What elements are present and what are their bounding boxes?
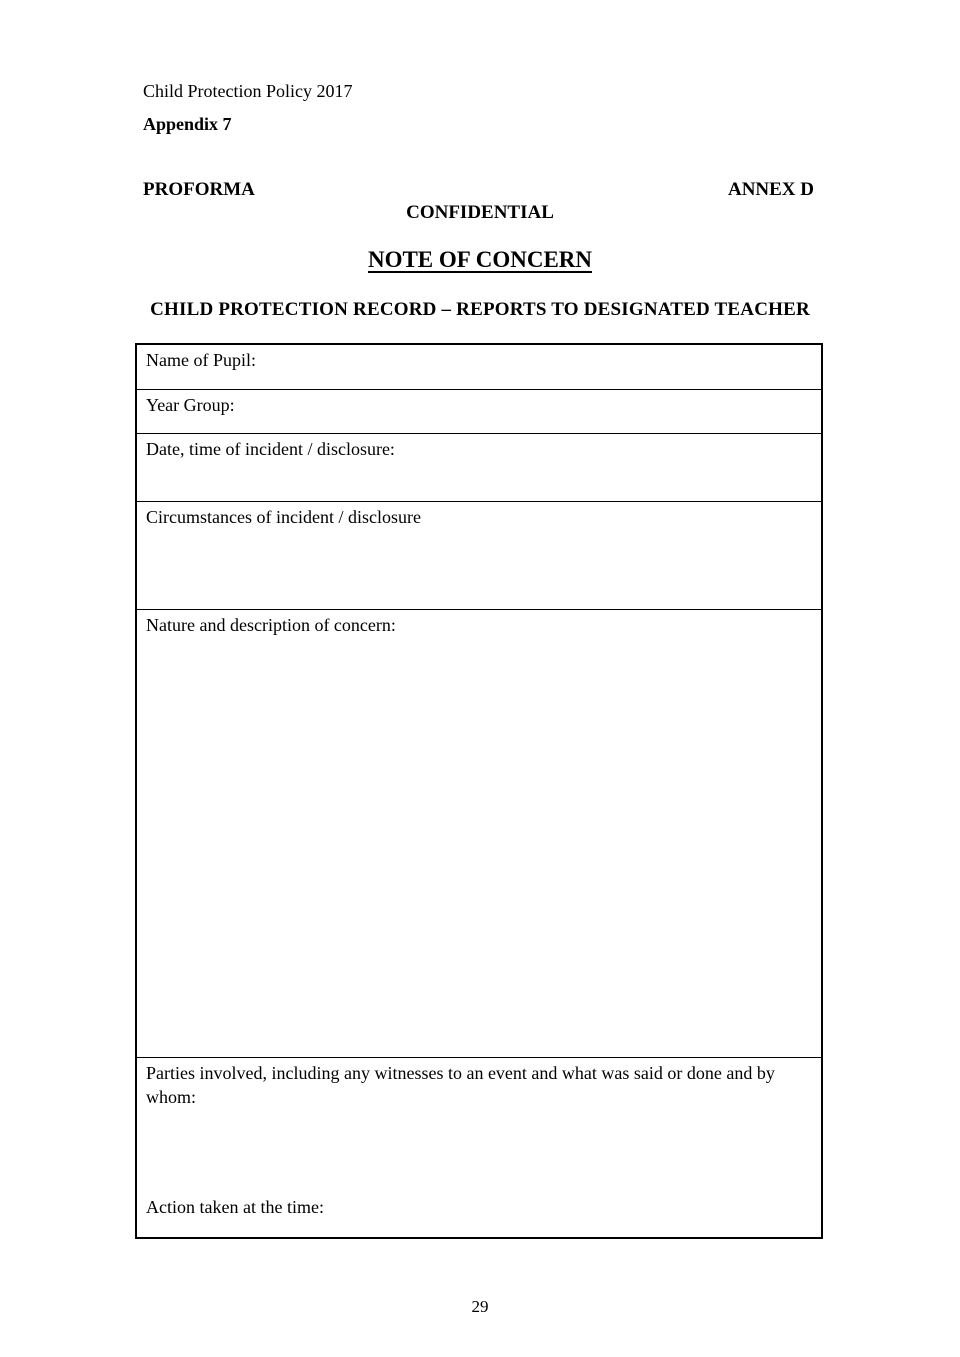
circumstances-of-incident-field[interactable] (136, 501, 822, 609)
page-title (0, 246, 960, 273)
field-label: Date, time of incident / disclosure: (146, 438, 395, 459)
page-title-text: NOTE OF CONCERN (367, 247, 593, 272)
appendix-label: Appendix 7 (143, 114, 232, 134)
field-label: Parties involved, including any witnesses to an event and what was said or done and by whom: (146, 1062, 775, 1107)
table-row (136, 1057, 822, 1238)
field-label: Name of Pupil: (146, 350, 256, 370)
table-row (136, 389, 822, 433)
name-of-pupil-field[interactable] (136, 344, 822, 389)
table-row (136, 433, 822, 501)
field-label: Year Group: (146, 394, 235, 415)
nature-description-of-concern-field[interactable] (136, 609, 822, 1057)
parties-involved-field[interactable] (136, 1057, 822, 1238)
field-label: Nature and description of concern: (146, 614, 396, 635)
date-time-of-incident-field[interactable] (136, 433, 822, 501)
policy-title: Child Protection Policy 2017 (143, 81, 353, 101)
action-taken-label: Action taken at the time: (146, 1196, 324, 1217)
note-of-concern-form-table (135, 343, 823, 1239)
table-row (136, 344, 822, 389)
field-label: Circumstances of incident / disclosure (146, 506, 421, 527)
year-group-field[interactable] (136, 389, 822, 433)
page-number: 29 (471, 1297, 489, 1316)
table-row (136, 501, 822, 609)
annex-label: ANNEX D (727, 179, 814, 200)
confidential-label: CONFIDENTIAL (406, 202, 554, 223)
proforma-label: PROFORMA (143, 179, 255, 200)
page-subtitle: CHILD PROTECTION RECORD – REPORTS TO DESIGNATED TEACHER (150, 299, 810, 320)
proforma-annex-row (143, 179, 814, 201)
table-row (136, 609, 822, 1057)
